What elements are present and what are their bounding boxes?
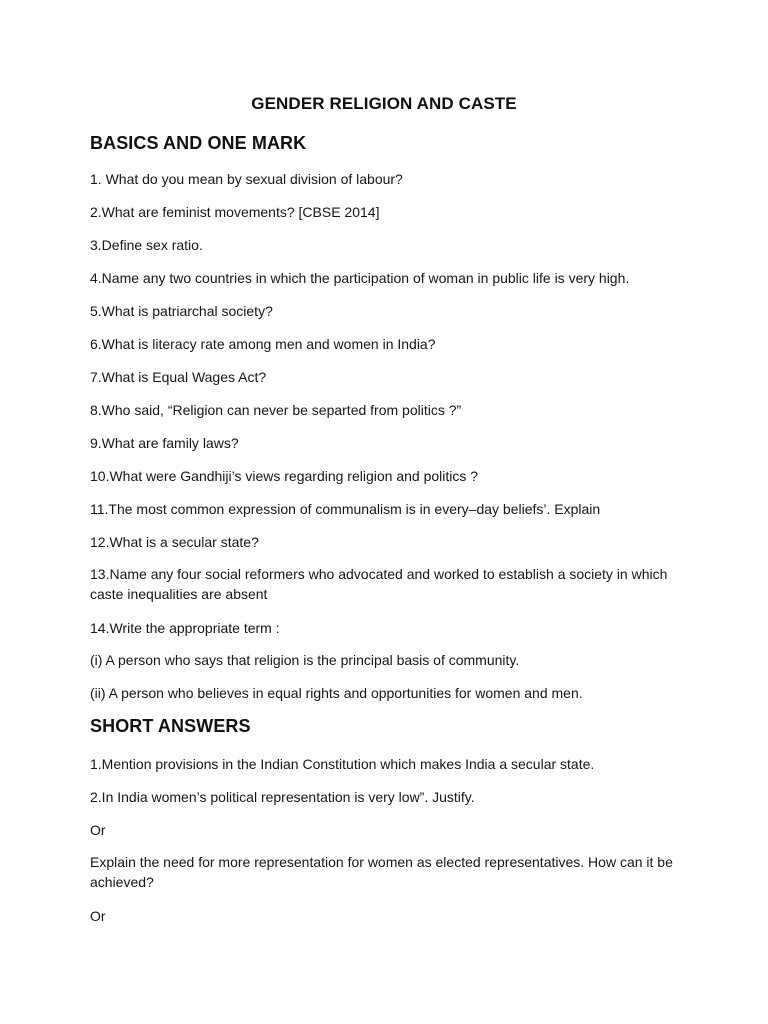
question-item: Explain the need for more representation for women as elected representatives. How can it be achieved? xyxy=(90,854,673,890)
question-item: 6.What is literacy rate among men and women in India? xyxy=(90,336,436,352)
question-item: (ii) A person who believes in equal rights and opportunities for women and men. xyxy=(90,685,583,701)
question-item: 1. What do you mean by sexual division of labour? xyxy=(90,171,403,187)
question-item: 8.Who said, “Religion can never be separted from politics ?” xyxy=(90,402,462,418)
document-title: GENDER RELIGION AND CASTE xyxy=(251,94,517,113)
question-item: 1.Mention provisions in the Indian Constitution which makes India a secular state. xyxy=(90,756,595,772)
question-item: 11.The most common expression of communalism is in every–day beliefs’. Explain xyxy=(90,501,601,517)
question-item: 10.What were Gandhiji’s views regarding religion and politics ? xyxy=(90,468,479,484)
section-heading-basics: BASICS AND ONE MARK xyxy=(90,133,307,153)
question-item: Or xyxy=(90,822,106,838)
question-item: 12.What is a secular state? xyxy=(90,534,259,550)
question-item: 14.Write the appropriate term : xyxy=(90,620,280,636)
question-item: 4.Name any two countries in which the participation of woman in public life is very high. xyxy=(90,270,630,286)
question-item: 9.What are family laws? xyxy=(90,435,239,451)
question-item: 13.Name any four social reformers who advocated and worked to establish a society in which caste inequalities are absent xyxy=(90,566,668,602)
question-item: 2.In India women’s political representation is very low”. Justify. xyxy=(90,789,475,805)
section-heading-short-answers: SHORT ANSWERS xyxy=(90,716,251,736)
question-item: 2.What are feminist movements? [CBSE 2014] xyxy=(90,204,380,220)
question-item: (i) A person who says that religion is the principal basis of community. xyxy=(90,652,520,668)
question-item: 7.What is Equal Wages Act? xyxy=(90,369,267,385)
question-item: 3.Define sex ratio. xyxy=(90,237,203,253)
question-item: 5.What is patriarchal society? xyxy=(90,303,273,319)
question-item: Or xyxy=(90,908,106,924)
